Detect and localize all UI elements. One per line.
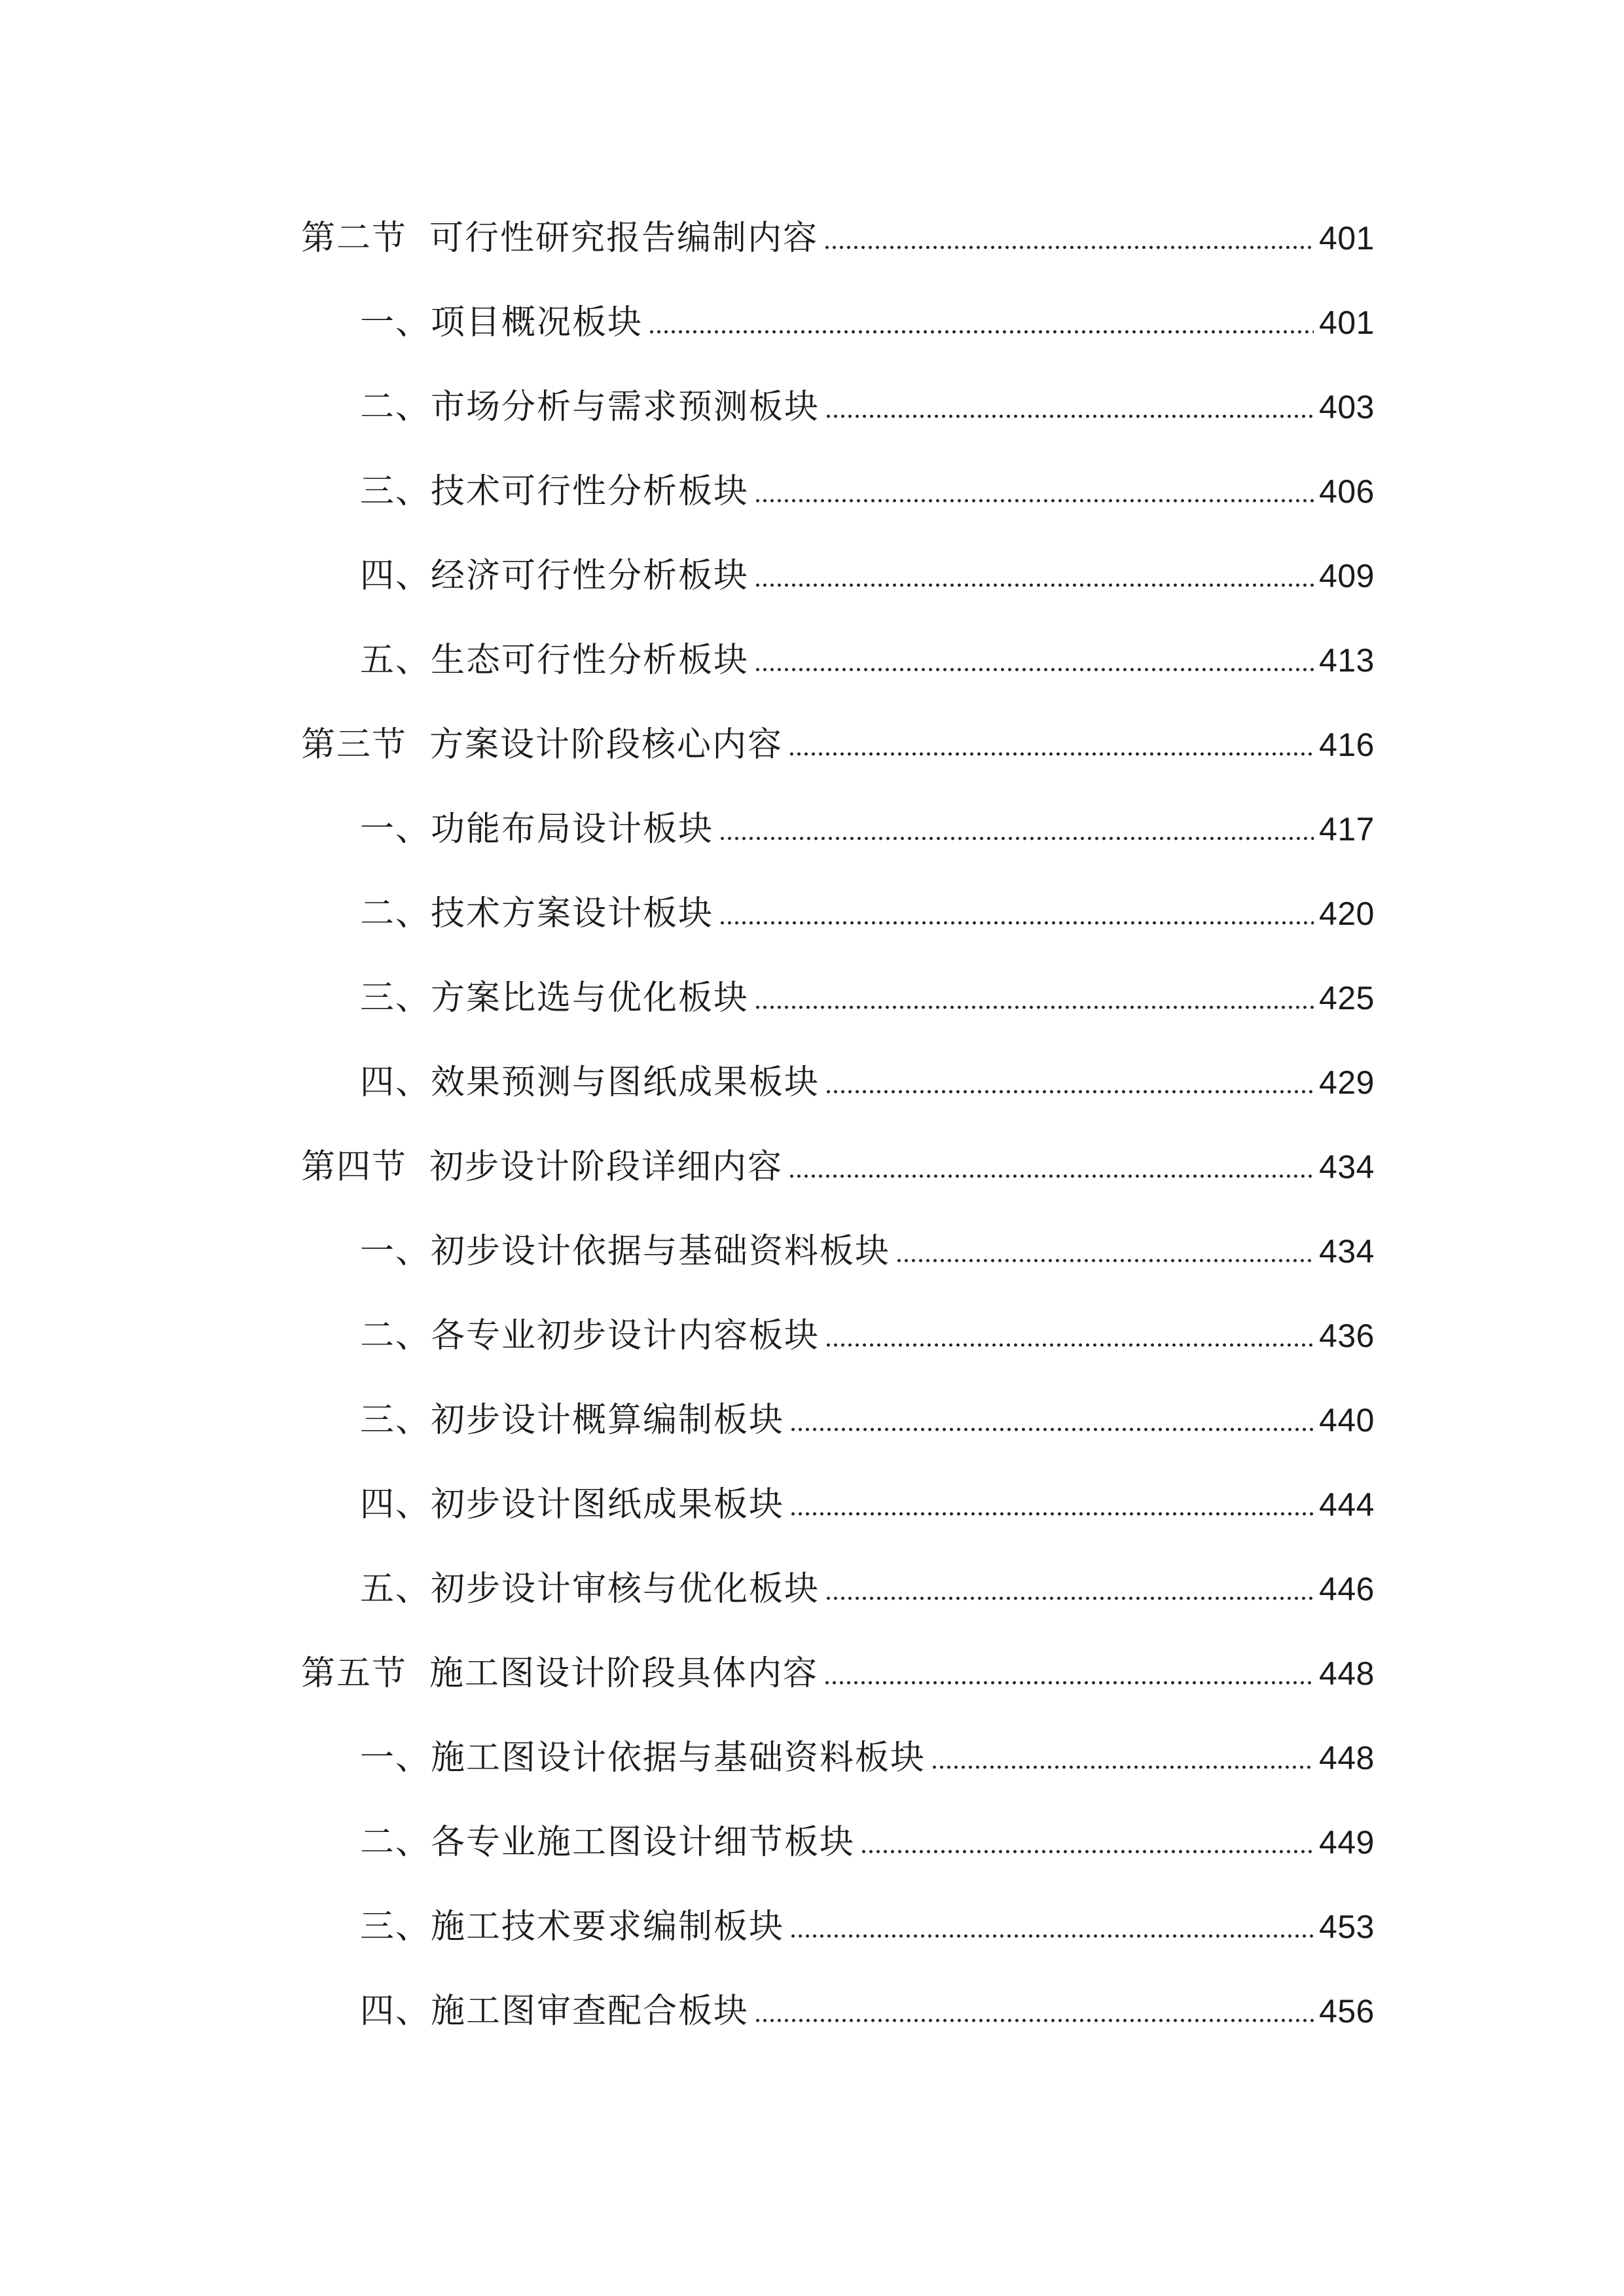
toc-page-number: 456 <box>1319 1993 1375 2030</box>
table-of-contents <box>301 196 1375 2054</box>
toc-page-number: 401 <box>1319 304 1375 341</box>
toc-subsection-entry[interactable] <box>301 1378 1375 1463</box>
toc-page-number: 446 <box>1319 1571 1375 1607</box>
dot-leader <box>754 668 1314 672</box>
toc-entry-title: 五、生态可行性分析板块 <box>360 641 749 680</box>
dot-leader <box>931 1765 1314 1769</box>
toc-page-number: 440 <box>1319 1402 1375 1439</box>
toc-subsection-entry[interactable] <box>301 872 1375 956</box>
toc-entry-title: 三、施工技术要求编制板块 <box>360 1907 785 1946</box>
dot-leader <box>825 414 1314 418</box>
toc-entry-title: 二、市场分析与需求预测板块 <box>360 387 820 427</box>
dot-leader <box>754 2018 1314 2022</box>
toc-subsection-entry[interactable] <box>301 1969 1375 2054</box>
toc-entry-title: 四、经济可行性分析板块 <box>360 556 749 596</box>
toc-section-number: 第二节 <box>301 219 408 258</box>
toc-subsection-entry[interactable] <box>301 534 1375 619</box>
dot-leader <box>825 1343 1314 1347</box>
toc-subsection-entry[interactable] <box>301 365 1375 450</box>
toc-page-number: 448 <box>1319 1655 1375 1692</box>
toc-entry-title: 四、施工图审查配合板块 <box>360 1992 749 2031</box>
toc-subsection-entry[interactable] <box>301 1463 1375 1547</box>
toc-page-number: 406 <box>1319 473 1375 510</box>
toc-page-number: 448 <box>1319 1740 1375 1776</box>
dot-leader <box>789 1934 1314 1938</box>
toc-entry-title: 三、技术可行性分析板块 <box>360 472 749 511</box>
toc-section-entry[interactable] <box>301 196 1375 281</box>
toc-entry-title: 四、效果预测与图纸成果板块 <box>360 1063 820 1102</box>
toc-subsection-entry[interactable] <box>301 1294 1375 1378</box>
toc-section-entry[interactable] <box>301 1632 1375 1716</box>
toc-section-number: 第五节 <box>301 1654 408 1693</box>
toc-section-number: 第四节 <box>301 1147 408 1187</box>
toc-page-number: 449 <box>1319 1824 1375 1861</box>
toc-page-number: 453 <box>1319 1909 1375 1945</box>
dot-leader <box>789 1427 1314 1431</box>
dot-leader <box>825 1596 1314 1600</box>
toc-subsection-entry[interactable] <box>301 956 1375 1041</box>
dot-leader <box>788 1174 1314 1178</box>
toc-entry-title: 一、功能布局设计板块 <box>360 810 714 849</box>
dot-leader <box>895 1259 1314 1263</box>
toc-subsection-entry[interactable] <box>301 450 1375 534</box>
toc-subsection-entry[interactable] <box>301 1885 1375 1969</box>
dot-leader <box>788 752 1314 756</box>
dot-leader <box>719 921 1314 925</box>
toc-section-number: 第三节 <box>301 725 408 764</box>
dot-leader <box>754 583 1314 587</box>
toc-page-number: 413 <box>1319 642 1375 679</box>
toc-page-number: 429 <box>1319 1064 1375 1101</box>
dot-leader <box>754 499 1314 503</box>
toc-section-entry[interactable] <box>301 703 1375 787</box>
toc-entry-title: 五、初步设计审核与优化板块 <box>360 1570 820 1609</box>
dot-leader <box>860 1850 1314 1854</box>
toc-entry-title: 施工图设计阶段具体内容 <box>429 1654 819 1693</box>
toc-entry-title: 二、各专业初步设计内容板块 <box>360 1316 820 1355</box>
toc-page-number: 420 <box>1319 895 1375 932</box>
toc-page-number: 444 <box>1319 1486 1375 1523</box>
toc-subsection-entry[interactable] <box>301 619 1375 703</box>
toc-entry-title: 可行性研究报告编制内容 <box>429 219 819 258</box>
toc-entry-title: 二、技术方案设计板块 <box>360 894 714 933</box>
toc-page-number: 416 <box>1319 726 1375 763</box>
toc-entry-title: 三、方案比选与优化板块 <box>360 978 749 1018</box>
dot-leader <box>719 836 1314 840</box>
dot-leader <box>754 1005 1314 1009</box>
toc-subsection-entry[interactable] <box>301 281 1375 365</box>
dot-leader <box>823 245 1314 249</box>
toc-entry-title: 一、项目概况板块 <box>360 303 643 342</box>
toc-page-number: 436 <box>1319 1318 1375 1354</box>
dot-leader <box>648 330 1314 334</box>
toc-page-number: 425 <box>1319 980 1375 1016</box>
toc-subsection-entry[interactable] <box>301 1801 1375 1885</box>
toc-entry-title: 三、初步设计概算编制板块 <box>360 1401 785 1440</box>
toc-entry-title: 方案设计阶段核心内容 <box>429 725 784 764</box>
dot-leader <box>825 1090 1314 1094</box>
toc-subsection-entry[interactable] <box>301 1041 1375 1125</box>
toc-subsection-entry[interactable] <box>301 787 1375 872</box>
toc-page-number: 401 <box>1319 220 1375 257</box>
toc-entry-title: 初步设计阶段详细内容 <box>429 1147 784 1187</box>
toc-subsection-entry[interactable] <box>301 1547 1375 1632</box>
toc-subsection-entry[interactable] <box>301 1716 1375 1801</box>
toc-page-number: 434 <box>1319 1149 1375 1185</box>
toc-page-number: 409 <box>1319 558 1375 594</box>
toc-page-number: 434 <box>1319 1233 1375 1270</box>
dot-leader <box>823 1681 1314 1685</box>
toc-page-number: 403 <box>1319 389 1375 425</box>
toc-section-entry[interactable] <box>301 1125 1375 1210</box>
toc-entry-title: 一、初步设计依据与基础资料板块 <box>360 1232 891 1271</box>
toc-subsection-entry[interactable] <box>301 1210 1375 1294</box>
dot-leader <box>789 1512 1314 1516</box>
toc-entry-title: 四、初步设计图纸成果板块 <box>360 1485 785 1524</box>
toc-entry-title: 二、各专业施工图设计细节板块 <box>360 1823 856 1862</box>
toc-page-number: 417 <box>1319 811 1375 848</box>
toc-entry-title: 一、施工图设计依据与基础资料板块 <box>360 1738 926 1778</box>
